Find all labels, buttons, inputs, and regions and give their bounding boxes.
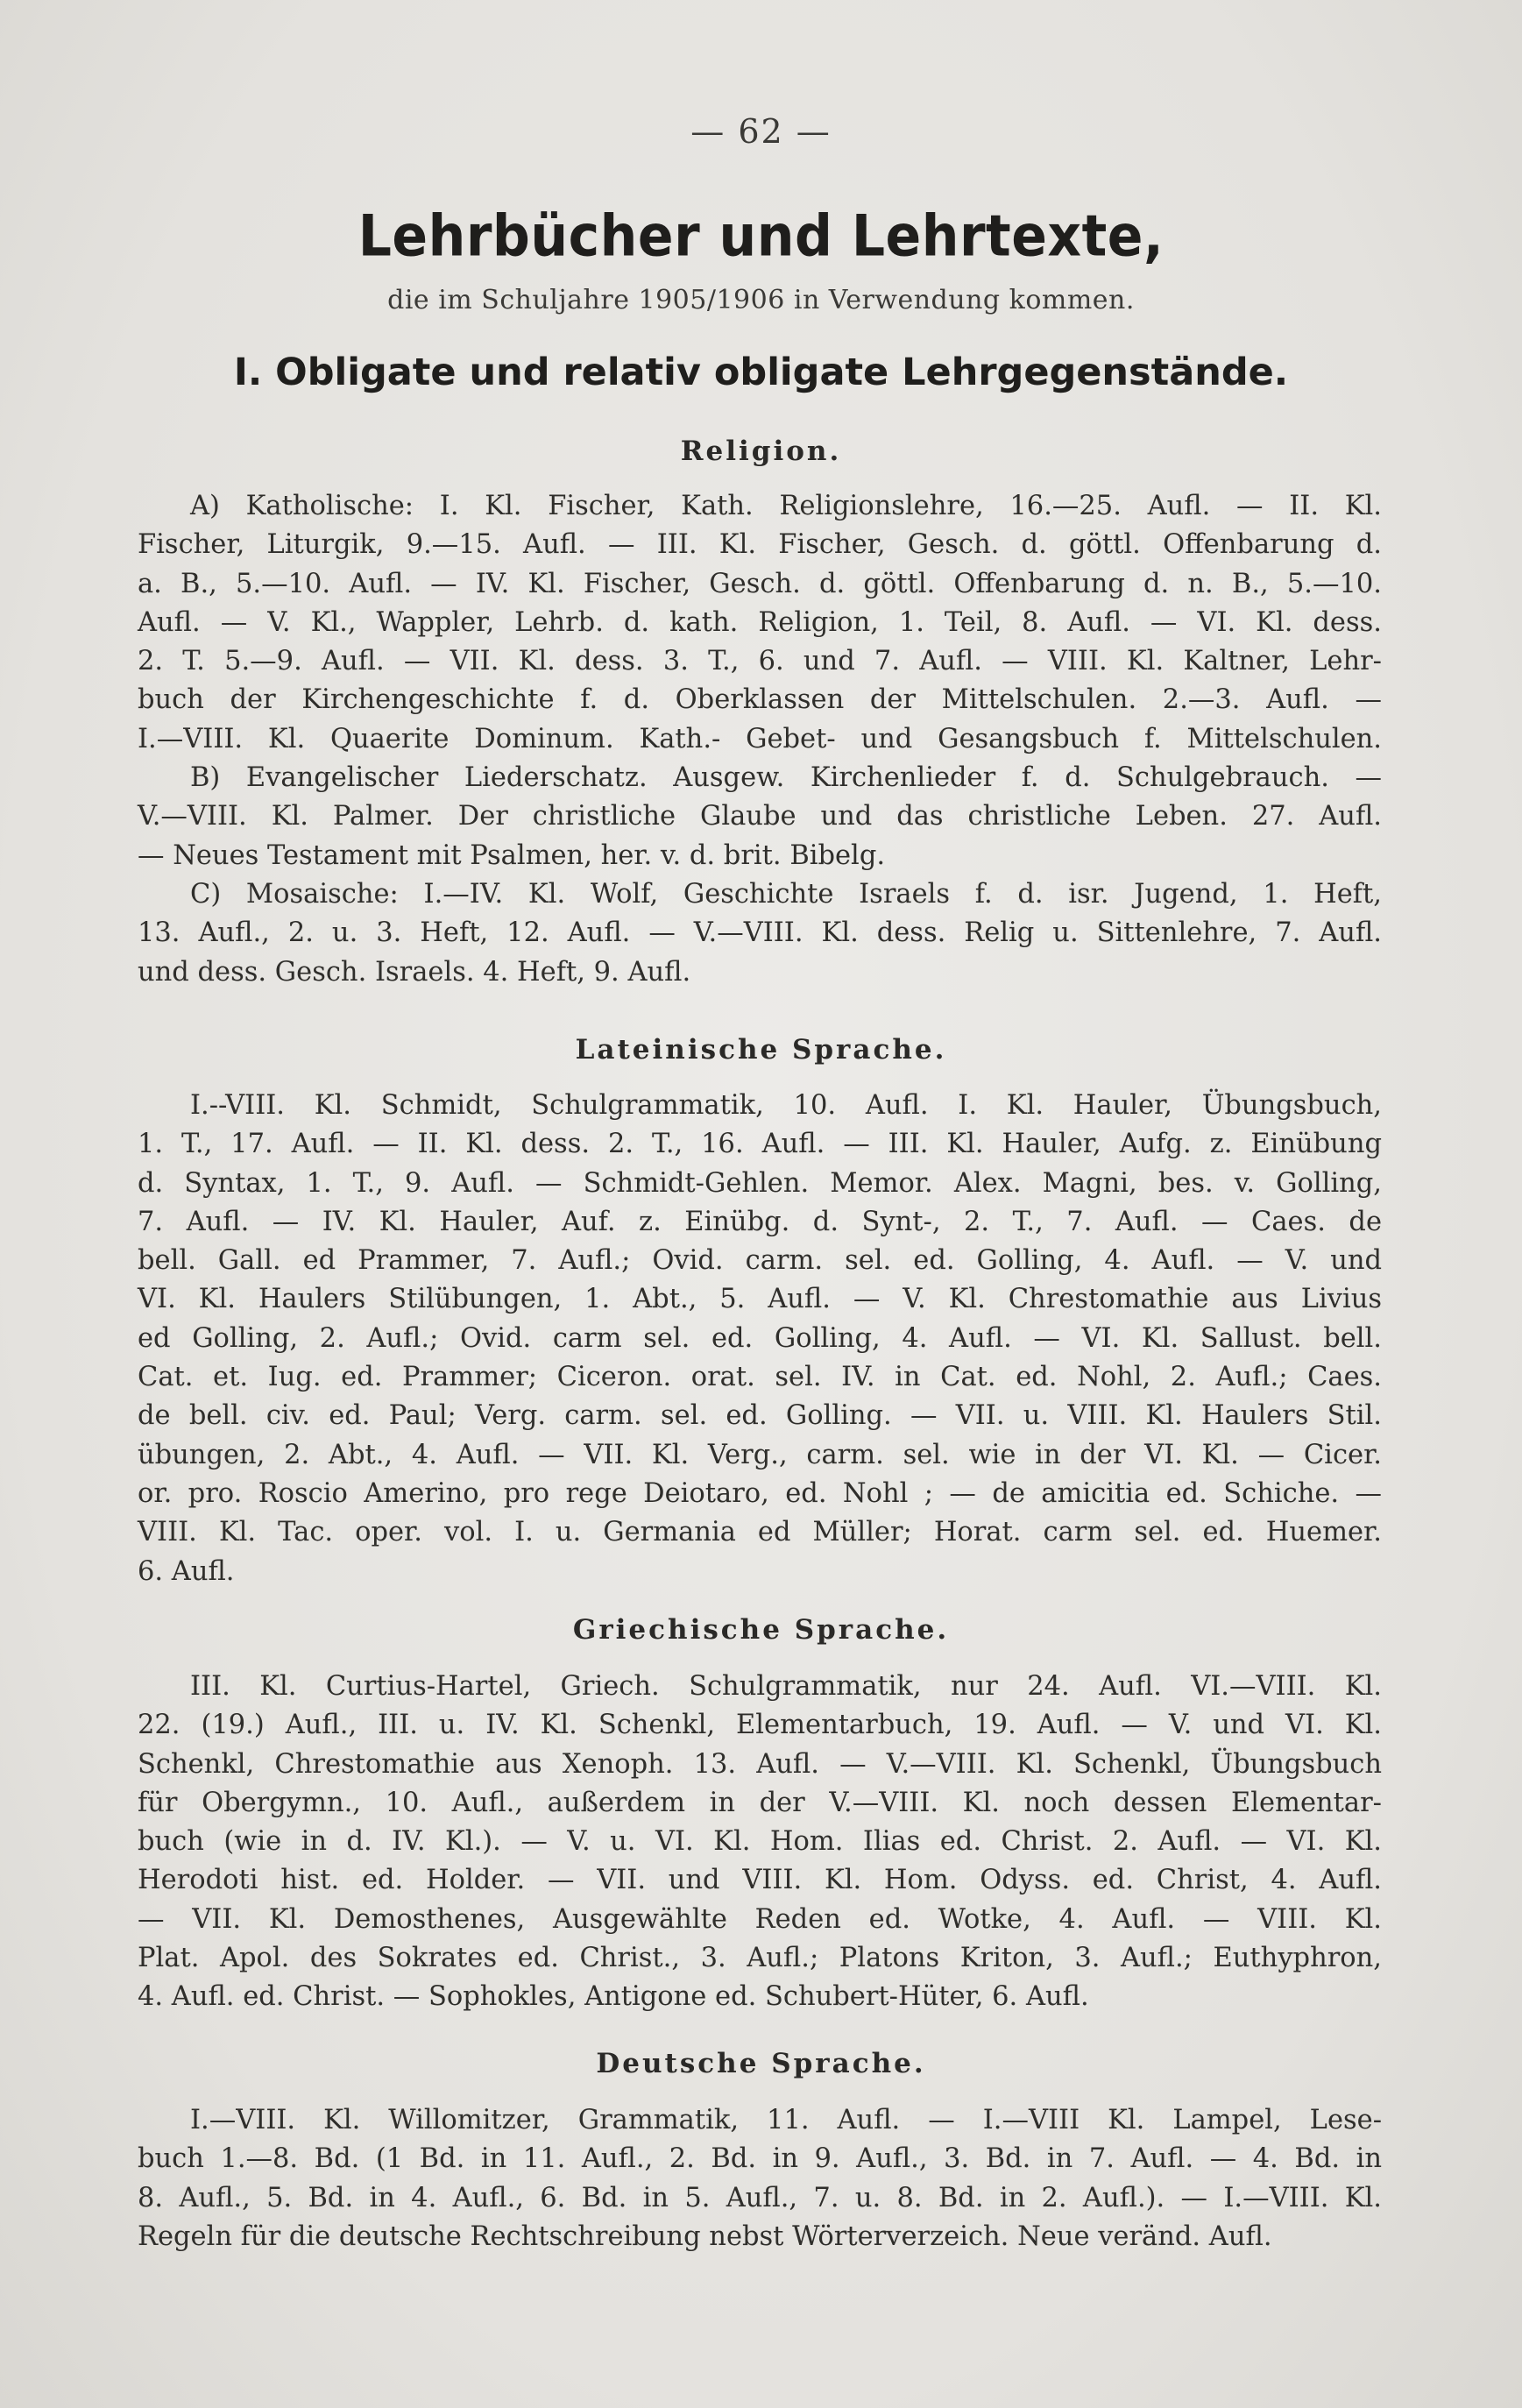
text-line: VIII. Kl. Tac. oper. vol. I. u. Germania ed Müller; Horat. carm sel. ed. Huemer. — [138, 1517, 1382, 1548]
religion-text — [138, 487, 1382, 992]
text-line: I.—VIII. Kl. Willomitzer, Grammatik, 11. Aufl. — I.—VIII Kl. Lampel, Lese- — [190, 2105, 1382, 2135]
text-line: buch (wie in d. IV. Kl.). — V. u. VI. Kl. Hom. Ilias ed. Christ. 2. Aufl. — VI. Kl. — [138, 1826, 1382, 1858]
text-line: 6. Aufl. — [138, 1555, 235, 1587]
german-text — [138, 2101, 1382, 2256]
text-line: 4. Aufl. ed. Christ. — Sophokles, Antigone ed. Schubert-Hüter, 6. Aufl. — [138, 1981, 1089, 2013]
text-line: V.—VIII. Kl. Palmer. Der christliche Glaube und das christliche Leben. 27. Aufl. — [138, 801, 1382, 832]
text-line: 13. Aufl., 2. u. 3. Heft, 12. Aufl. — V.—VIII. Kl. dess. Relig u. Sittenlehre, 7. Aufl. — [138, 917, 1382, 949]
section-title: I. Obligate und relativ obligate Lehrgegenstände. — [233, 351, 1289, 394]
latin-text — [138, 1087, 1382, 1591]
text-line: de bell. civ. ed. Paul; Verg. carm. sel. ed. Golling. — VII. u. VIII. Kl. Haulers Stil. — [138, 1400, 1382, 1432]
text-line: 1. T., 17. Aufl. — II. Kl. dess. 2. T., 16. Aufl. — III. Kl. Hauler, Aufg. z. Einübung — [138, 1129, 1382, 1160]
text-line: Aufl. — V. Kl., Wappler, Lehrb. d. kath. Religion, 1. Teil, 8. Aufl. — VI. Kl. dess. — [138, 606, 1382, 638]
page-number: — 62 — — [690, 112, 832, 151]
text-line: bell. Gall. ed Prammer, 7. Aufl.; Ovid. carm. sel. ed. Golling, 4. Aufl. — V. und — [138, 1245, 1382, 1277]
text-line: buch der Kirchengeschichte f. d. Oberklassen der Mittelschulen. 2.—3. Aufl. — — [138, 684, 1382, 716]
text-line: Schenkl, Chrestomathie aus Xenoph. 13. Aufl. — V.—VIII. Kl. Schenkl, Übungsbuch — [138, 1748, 1382, 1780]
text-line: Plat. Apol. des Sokrates ed. Christ., 3. Aufl.; Platons Kriton, 3. Aufl.; Euthyphron, — [138, 1943, 1382, 1974]
text-line: übungen, 2. Abt., 4. Aufl. — VII. Kl. Verg., carm. sel. wie in der VI. Kl. — Cicer. — [138, 1439, 1382, 1470]
text-line: und dess. Gesch. Israels. 4. Heft, 9. Aufl. — [138, 956, 691, 988]
text-line: Herodoti hist. ed. Holder. — VII. und VIII. Kl. Hom. Odyss. ed. Christ, 4. Aufl. — [138, 1865, 1382, 1896]
heading-religion: Religion. — [680, 436, 842, 467]
text-line: — Neues Testament mit Psalmen, her. v. d. brit. Bibelg. — [138, 839, 886, 871]
text-line: A) Katholische: I. Kl. Fischer, Kath. Religionslehre, 16.—25. Aufl. — II. Kl. — [190, 491, 1382, 521]
text-line: or. pro. Roscio Amerino, pro rege Deiotaro, ed. Nohl ; — de amicitia ed. Schiche. — — [138, 1477, 1382, 1509]
text-line: Fischer, Liturgik, 9.—15. Aufl. — III. Kl. Fischer, Gesch. d. göttl. Offenbarung d. — [138, 529, 1382, 561]
greek-text — [138, 1668, 1382, 2017]
heading-greek: Griechische Sprache. — [572, 1614, 950, 1646]
text-line: ed Golling, 2. Aufl.; Ovid. carm sel. ed. Golling, 4. Aufl. — VI. Kl. Sallust. bell. — [138, 1322, 1382, 1354]
text-line: Regeln für die deutsche Rechtschreibung nebst Wörterverzeich. Neue veränd. Aufl. — [138, 2220, 1272, 2252]
text-line: d. Syntax, 1. T., 9. Aufl. — Schmidt-Gehlen. Memor. Alex. Magni, bes. v. Golling, — [138, 1167, 1382, 1199]
text-line: Cat. et. Iug. ed. Prammer; Ciceron. orat. sel. IV. in Cat. ed. Nohl, 2. Aufl.; Caes. — [138, 1362, 1382, 1393]
text-line: 22. (19.) Aufl., III. u. IV. Kl. Schenkl, Elementarbuch, 19. Aufl. — V. und VI. Kl. — [138, 1710, 1382, 1741]
page-subtitle: die im Schuljahre 1905/1906 in Verwendung kommen. — [387, 285, 1135, 315]
text-line: VI. Kl. Haulers Stilübungen, 1. Abt., 5. Aufl. — V. Kl. Chrestomathie aus Livius — [138, 1284, 1382, 1315]
text-line: 7. Aufl. — IV. Kl. Hauler, Auf. z. Einübg. d. Synt-, 2. T., 7. Aufl. — Caes. de — [138, 1206, 1382, 1237]
text-line: III. Kl. Curtius-Hartel, Griech. Schulgrammatik, nur 24. Aufl. VI.—VIII. Kl. — [190, 1671, 1382, 1702]
text-line: I.—VIII. Kl. Quaerite Dominum. Kath.- Gebet- und Gesangsbuch f. Mittelschulen. — [138, 723, 1382, 754]
text-line: buch 1.—8. Bd. (1 Bd. in 11. Aufl., 2. Bd. in 9. Aufl., 3. Bd. in 7. Aufl. — 4. Bd. in — [138, 2143, 1382, 2175]
text-line: 2. T. 5.—9. Aufl. — VII. Kl. dess. 3. T., 6. und 7. Aufl. — VIII. Kl. Kaltner, Lehr- — [138, 646, 1382, 677]
text-line: B) Evangelischer Liederschatz. Ausgew. Kirchenlieder f. d. Schulgebrauch. — — [190, 762, 1382, 794]
page-title: Lehrbücher und Lehrtexte, — [357, 203, 1165, 270]
text-line: a. B., 5.—10. Aufl. — IV. Kl. Fischer, Gesch. d. göttl. Offenbarung d. n. B., 5.—10. — [138, 568, 1382, 599]
heading-latin: Lateinische Sprache. — [575, 1034, 947, 1066]
text-line: für Obergymn., 10. Aufl., außerdem in der V.—VIII. Kl. noch dessen Elementar- — [138, 1787, 1382, 1818]
text-line: — VII. Kl. Demosthenes, Ausgewählte Reden ed. Wotke, 4. Aufl. — VIII. Kl. — [138, 1903, 1382, 1935]
heading-german: Deutsche Sprache. — [596, 2048, 926, 2079]
text-line: I.--VIII. Kl. Schmidt, Schulgrammatik, 10. Aufl. I. Kl. Hauler, Übungsbuch, — [190, 1090, 1382, 1121]
text-line: 8. Aufl., 5. Bd. in 4. Aufl., 6. Bd. in 5. Aufl., 7. u. 8. Bd. in 2. Aufl.). — I.—VIII. Kl. — [138, 2182, 1382, 2213]
text-line: C) Mosaische: I.—IV. Kl. Wolf, Geschichte Israels f. d. isr. Jugend, 1. Heft, — [190, 878, 1382, 910]
